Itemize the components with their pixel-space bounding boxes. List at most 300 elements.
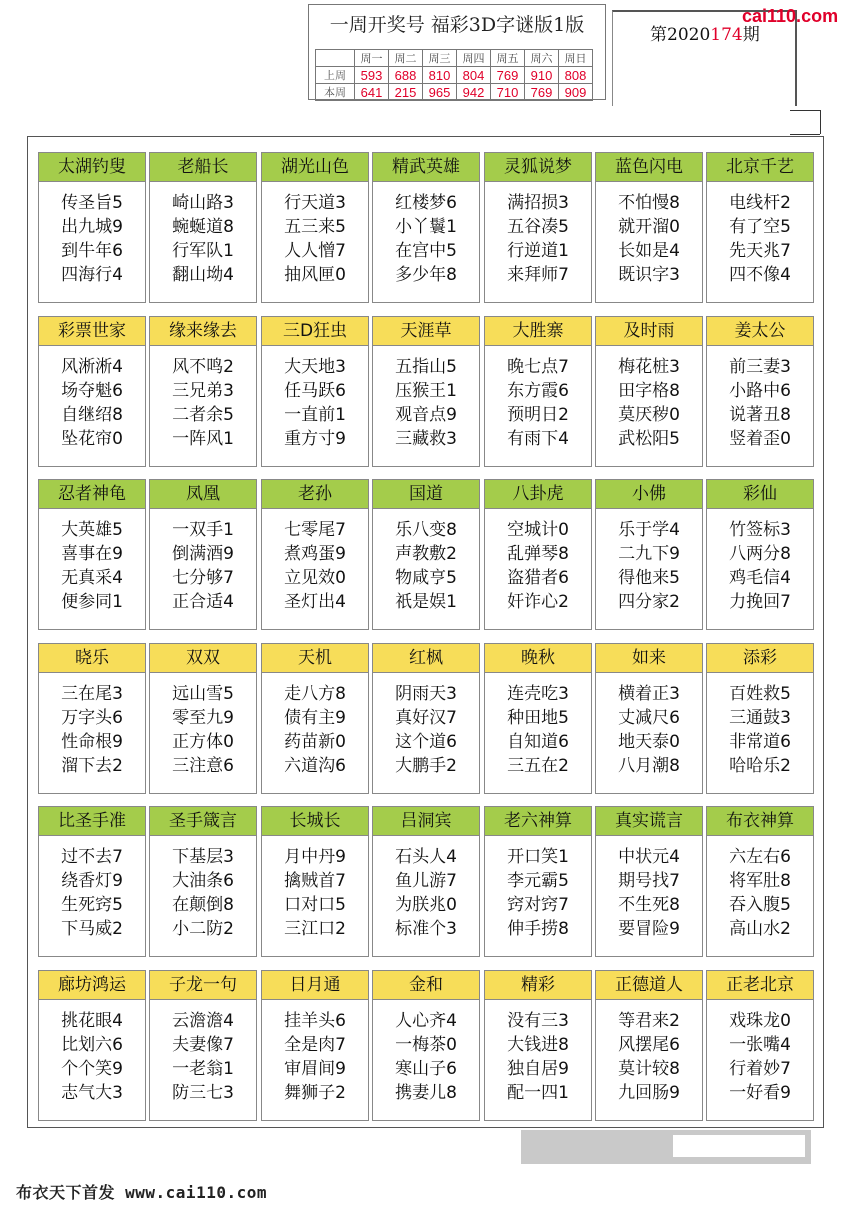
riddle-card (706, 643, 814, 794)
riddle-line: 四海行4 (61, 265, 123, 285)
riddle-line: 二九下9 (618, 544, 680, 564)
draw-number: 215 (389, 84, 423, 101)
riddle-lines (707, 845, 813, 941)
riddle-line: 乐八变8 (395, 520, 457, 540)
riddle-line: 中状元4 (618, 847, 680, 867)
riddle-line: 五谷凑5 (507, 217, 569, 237)
day-header: 周二 (389, 50, 423, 67)
riddle-line: 戏珠龙0 (729, 1011, 791, 1031)
riddle-line: 一张嘴4 (729, 1035, 791, 1055)
riddle-line: 梅花桩3 (618, 357, 680, 377)
riddle-author: 子龙一句 (150, 971, 256, 1000)
riddle-line: 三江口2 (284, 919, 346, 939)
riddle-author: 八卦虎 (485, 480, 591, 509)
riddle-line: 万字头6 (61, 708, 123, 728)
riddle-line: 没有三3 (507, 1011, 569, 1031)
riddle-card (149, 970, 257, 1121)
riddle-line: 莫厌秽0 (618, 405, 680, 425)
riddle-line: 既识字3 (618, 265, 680, 285)
day-header: 周五 (491, 50, 525, 67)
riddle-line: 为朕兆0 (395, 895, 457, 915)
riddle-line: 重方寸9 (284, 429, 346, 449)
riddle-author: 小佛 (596, 480, 702, 509)
riddle-line: 风摆尾6 (618, 1035, 680, 1055)
riddle-line: 东方霞6 (507, 381, 569, 401)
riddle-line: 传圣旨5 (61, 193, 123, 213)
riddle-line: 配一四1 (507, 1083, 569, 1103)
riddle-line: 标准个3 (395, 919, 457, 939)
riddle-line: 来拜师7 (507, 265, 569, 285)
riddle-author: 彩票世家 (39, 317, 145, 346)
riddle-line: 挂羊头6 (284, 1011, 346, 1031)
riddle-line: 红楼梦6 (395, 193, 457, 213)
riddle-line: 性命根9 (61, 732, 123, 752)
riddle-line: 高山水2 (729, 919, 791, 939)
riddle-line: 自继绍8 (61, 405, 123, 425)
riddle-card (706, 479, 814, 630)
riddle-line: 四分家2 (618, 592, 680, 612)
riddle-line: 四不像4 (729, 265, 791, 285)
riddle-line: 声教敷2 (395, 544, 457, 564)
riddle-author: 老六神算 (485, 807, 591, 836)
riddle-line: 小二防2 (172, 919, 234, 939)
riddle-card (38, 479, 146, 630)
draw-number: 965 (423, 84, 457, 101)
riddle-line: 审眉间9 (284, 1059, 346, 1079)
footer-text: 布衣天下首发 www.cai110.com (16, 1183, 267, 1202)
riddle-line: 八两分8 (729, 544, 791, 564)
riddle-card (595, 643, 703, 794)
draw-number: 593 (355, 67, 389, 84)
riddle-card (38, 970, 146, 1121)
draw-number: 808 (559, 67, 593, 84)
riddle-lines (262, 682, 368, 778)
day-header: 周四 (457, 50, 491, 67)
riddle-line: 石头人4 (395, 847, 457, 867)
riddle-line: 将军肚8 (729, 871, 791, 891)
riddle-line: 武松阳5 (618, 429, 680, 449)
riddle-line: 人人憎7 (284, 241, 346, 261)
riddle-line: 个个笑9 (61, 1059, 123, 1079)
riddle-card (595, 479, 703, 630)
riddle-line: 下马威2 (61, 919, 123, 939)
riddle-line: 全是肉7 (284, 1035, 346, 1055)
riddle-line: 零至九9 (172, 708, 234, 728)
riddle-card (372, 479, 480, 630)
riddle-lines (39, 1009, 145, 1105)
divider (820, 110, 821, 134)
riddle-line: 物咸亨5 (395, 568, 457, 588)
riddle-line: 夫妻像7 (172, 1035, 234, 1055)
riddle-author: 精武英雄 (373, 153, 479, 182)
riddle-lines (373, 191, 479, 287)
riddle-line: 竖着歪0 (729, 429, 791, 449)
riddle-lines (150, 355, 256, 451)
riddle-line: 七零尾7 (284, 520, 346, 540)
riddle-line: 八月潮8 (618, 756, 680, 776)
riddle-line: 多少年8 (395, 265, 457, 285)
riddle-lines (39, 191, 145, 287)
riddle-line: 连壳吃3 (507, 684, 569, 704)
weekly-draw-table (315, 49, 593, 101)
riddle-line: 五三来5 (284, 217, 346, 237)
riddle-line: 三五在2 (507, 756, 569, 776)
riddle-lines (373, 682, 479, 778)
riddle-line: 开口笑1 (507, 847, 569, 867)
riddle-line: 六道沟6 (284, 756, 346, 776)
divider (790, 110, 820, 111)
riddle-lines (485, 1009, 591, 1105)
riddle-lines (373, 518, 479, 614)
riddle-line: 乱弹琴8 (507, 544, 569, 564)
riddle-lines (39, 355, 145, 451)
riddle-line: 出九城9 (61, 217, 123, 237)
riddle-line: 舞狮子2 (284, 1083, 346, 1103)
riddle-card (372, 643, 480, 794)
riddle-line: 抽风匣0 (284, 265, 346, 285)
riddle-line: 下基层3 (172, 847, 234, 867)
riddle-card (38, 643, 146, 794)
riddle-line: 大油条6 (172, 871, 234, 891)
riddle-line: 行着妙7 (729, 1059, 791, 1079)
riddle-lines (39, 845, 145, 941)
riddle-card (149, 806, 257, 957)
riddle-line: 就开溜0 (618, 217, 680, 237)
riddle-line: 绕香灯9 (61, 871, 123, 891)
riddle-line: 喜事在9 (61, 544, 123, 564)
riddle-line: 过不去7 (61, 847, 123, 867)
riddle-line: 有了空5 (729, 217, 791, 237)
riddle-line: 九回肠9 (618, 1083, 680, 1103)
riddle-lines (485, 191, 591, 287)
riddle-line: 伸手捞8 (507, 919, 569, 939)
riddle-line: 窍对窍7 (507, 895, 569, 915)
riddle-lines (373, 355, 479, 451)
riddle-line: 得他来5 (618, 568, 680, 588)
riddle-author: 天涯草 (373, 317, 479, 346)
riddle-author: 彩仙 (707, 480, 813, 509)
riddle-line: 真好汉7 (395, 708, 457, 728)
footer-bar-inset (673, 1135, 805, 1157)
this-week-row (316, 84, 593, 101)
issue-number: 第2020174期 (650, 25, 760, 45)
riddle-line: 观音点9 (395, 405, 457, 425)
riddle-card (484, 479, 592, 630)
riddle-line: 口对口5 (284, 895, 346, 915)
riddle-card (38, 316, 146, 467)
riddle-author: 添彩 (707, 644, 813, 673)
riddle-line: 丈减尺6 (618, 708, 680, 728)
riddle-line: 六左右6 (729, 847, 791, 867)
riddle-author: 吕洞宾 (373, 807, 479, 836)
riddle-lines (707, 518, 813, 614)
riddle-lines (262, 1009, 368, 1105)
riddle-author: 老孙 (262, 480, 368, 509)
riddle-card (595, 806, 703, 957)
riddle-line: 满招损3 (507, 193, 569, 213)
riddle-card (261, 806, 369, 957)
riddle-card (372, 970, 480, 1121)
riddle-author: 真实谎言 (596, 807, 702, 836)
riddle-line: 大钱进8 (507, 1035, 569, 1055)
day-header: 周六 (525, 50, 559, 67)
riddle-line: 哈哈乐2 (729, 756, 791, 776)
riddle-line: 倒满酒9 (172, 544, 234, 564)
riddle-author: 长城长 (262, 807, 368, 836)
riddle-line: 防三七3 (172, 1083, 234, 1103)
riddle-line: 力挽回7 (729, 592, 791, 612)
riddle-card (484, 152, 592, 303)
last-week-row (316, 67, 593, 84)
riddle-lines (596, 518, 702, 614)
riddle-line: 祇是娱1 (395, 592, 457, 612)
riddle-line: 大鹏手2 (395, 756, 457, 776)
riddle-line: 债有主9 (284, 708, 346, 728)
riddle-line: 种田地5 (507, 708, 569, 728)
divider (790, 134, 820, 135)
riddle-author: 姜太公 (707, 317, 813, 346)
riddle-line: 三通鼓3 (729, 708, 791, 728)
riddle-author: 正德道人 (596, 971, 702, 1000)
riddle-lines (707, 1009, 813, 1105)
riddle-author: 金和 (373, 971, 479, 1000)
riddle-card (261, 316, 369, 467)
weekly-draw-title: 一周开奖号 福彩3D字谜版1版 (329, 14, 585, 36)
riddle-grid (27, 136, 824, 1128)
riddle-card (38, 152, 146, 303)
riddle-lines (150, 845, 256, 941)
riddle-lines (596, 191, 702, 287)
riddle-line: 人心齐4 (395, 1011, 457, 1031)
riddle-author: 日月通 (262, 971, 368, 1000)
riddle-card (372, 316, 480, 467)
riddle-line: 要冒险9 (618, 919, 680, 939)
riddle-line: 不生死8 (618, 895, 680, 915)
riddle-lines (262, 191, 368, 287)
riddle-lines (150, 1009, 256, 1105)
riddle-author: 三D狂虫 (262, 317, 368, 346)
riddle-line: 生死窍5 (61, 895, 123, 915)
riddle-card (149, 152, 257, 303)
riddle-lines (707, 682, 813, 778)
riddle-author: 红枫 (373, 644, 479, 673)
draw-number: 769 (491, 67, 525, 84)
riddle-card (706, 806, 814, 957)
riddle-lines (150, 191, 256, 287)
day-header: 周三 (423, 50, 457, 67)
riddle-line: 鸡毛信4 (729, 568, 791, 588)
riddle-line: 行天道3 (284, 193, 346, 213)
riddle-line: 药苗新0 (284, 732, 346, 752)
riddle-card (706, 316, 814, 467)
riddle-line: 非常道6 (729, 732, 791, 752)
riddle-line: 翻山坳4 (172, 265, 234, 285)
riddle-card (706, 970, 814, 1121)
riddle-card (261, 479, 369, 630)
riddle-line: 擒贼首7 (284, 871, 346, 891)
riddle-line: 三藏救3 (395, 429, 457, 449)
riddle-line: 一直前1 (284, 405, 346, 425)
riddle-card (261, 970, 369, 1121)
riddle-lines (262, 845, 368, 941)
draw-number: 710 (491, 84, 525, 101)
riddle-line: 大天地3 (284, 357, 346, 377)
riddle-line: 空城计0 (507, 520, 569, 540)
row-label: 上周 (316, 67, 355, 84)
riddle-lines (150, 682, 256, 778)
riddle-lines (373, 1009, 479, 1105)
riddle-line: 长如是4 (618, 241, 680, 261)
riddle-line: 奸诈心2 (507, 592, 569, 612)
riddle-lines (262, 518, 368, 614)
riddle-card (372, 806, 480, 957)
draw-number: 910 (525, 67, 559, 84)
site-watermark: cai110.com (742, 6, 839, 26)
riddle-author: 蓝色闪电 (596, 153, 702, 182)
riddle-card (38, 806, 146, 957)
riddle-lines (596, 682, 702, 778)
riddle-line: 三注意6 (172, 756, 234, 776)
riddle-line: 莫计较8 (618, 1059, 680, 1079)
riddle-author: 晚秋 (485, 644, 591, 673)
riddle-line: 期号找7 (618, 871, 680, 891)
riddle-lines (150, 518, 256, 614)
riddle-line: 远山雪5 (172, 684, 234, 704)
riddle-line: 走八方8 (284, 684, 346, 704)
riddle-line: 地天泰0 (618, 732, 680, 752)
riddle-card (484, 643, 592, 794)
riddle-author: 双双 (150, 644, 256, 673)
riddle-author: 北京千艺 (707, 153, 813, 182)
riddle-line: 比划六6 (61, 1035, 123, 1055)
riddle-lines (707, 191, 813, 287)
riddle-line: 五指山5 (395, 357, 457, 377)
riddle-line: 溜下去2 (61, 756, 123, 776)
riddle-card (261, 643, 369, 794)
riddle-line: 立见效0 (284, 568, 346, 588)
riddle-line: 二者余5 (172, 405, 234, 425)
riddle-line: 李元霸5 (507, 871, 569, 891)
riddle-lines (596, 355, 702, 451)
riddle-card (149, 479, 257, 630)
riddle-line: 一好看9 (729, 1083, 791, 1103)
riddle-line: 寒山子6 (395, 1059, 457, 1079)
riddle-author: 老船长 (150, 153, 256, 182)
riddle-line: 晚七点7 (507, 357, 569, 377)
riddle-lines (485, 682, 591, 778)
riddle-card (149, 643, 257, 794)
riddle-line: 一双手1 (172, 520, 234, 540)
riddle-author: 灵狐说梦 (485, 153, 591, 182)
riddle-author: 如来 (596, 644, 702, 673)
riddle-lines (485, 355, 591, 451)
riddle-author: 廊坊鸿运 (39, 971, 145, 1000)
riddle-card (484, 806, 592, 957)
draw-number: 810 (423, 67, 457, 84)
draw-number: 688 (389, 67, 423, 84)
riddle-line: 盗猎者6 (507, 568, 569, 588)
riddle-line: 任马跃6 (284, 381, 346, 401)
riddle-line: 说著丑8 (729, 405, 791, 425)
riddle-lines (485, 845, 591, 941)
riddle-line: 乐于学4 (618, 520, 680, 540)
riddle-line: 大英雄5 (61, 520, 123, 540)
riddle-author: 圣手箴言 (150, 807, 256, 836)
riddle-line: 坠花帘0 (61, 429, 123, 449)
riddle-line: 风不鸣2 (172, 357, 234, 377)
riddle-lines (39, 518, 145, 614)
riddle-line: 这个道6 (395, 732, 457, 752)
riddle-line: 携妻儿8 (395, 1083, 457, 1103)
riddle-line: 电线杆2 (729, 193, 791, 213)
riddle-line: 一梅茶0 (395, 1035, 457, 1055)
riddle-card (595, 970, 703, 1121)
riddle-line: 场夺魁6 (61, 381, 123, 401)
riddle-line: 云澹澹4 (172, 1011, 234, 1031)
riddle-line: 先天兆7 (729, 241, 791, 261)
riddle-line: 三在尾3 (61, 684, 123, 704)
riddle-line: 到牛年6 (61, 241, 123, 261)
riddle-author: 凤凰 (150, 480, 256, 509)
riddle-line: 横着正3 (618, 684, 680, 704)
riddle-lines (39, 682, 145, 778)
riddle-lines (596, 845, 702, 941)
riddle-line: 三兄弟3 (172, 381, 234, 401)
riddle-line: 崎山路3 (172, 193, 234, 213)
riddle-line: 百姓救5 (729, 684, 791, 704)
riddle-line: 等君来2 (618, 1011, 680, 1031)
riddle-author: 天机 (262, 644, 368, 673)
day-header: 周一 (355, 50, 389, 67)
day-header: 周日 (559, 50, 593, 67)
riddle-line: 压猴王1 (395, 381, 457, 401)
riddle-author: 太湖钓叟 (39, 153, 145, 182)
riddle-line: 风淅淅4 (61, 357, 123, 377)
riddle-card (706, 152, 814, 303)
riddle-line: 一阵风1 (172, 429, 234, 449)
riddle-line: 正合适4 (172, 592, 234, 612)
riddle-line: 小丫鬟1 (395, 217, 457, 237)
riddle-line: 七分够7 (172, 568, 234, 588)
riddle-line: 便参同1 (61, 592, 123, 612)
riddle-line: 独自居9 (507, 1059, 569, 1079)
riddle-author: 湖光山色 (262, 153, 368, 182)
riddle-card (595, 152, 703, 303)
riddle-author: 比圣手准 (39, 807, 145, 836)
riddle-author: 缘来缘去 (150, 317, 256, 346)
riddle-line: 圣灯出4 (284, 592, 346, 612)
riddle-line: 阴雨天3 (395, 684, 457, 704)
riddle-author: 晓乐 (39, 644, 145, 673)
riddle-line: 无真采4 (61, 568, 123, 588)
riddle-line: 行军队1 (172, 241, 234, 261)
riddle-line: 蜿蜒道8 (172, 217, 234, 237)
riddle-line: 吞入腹5 (729, 895, 791, 915)
riddle-lines (485, 518, 591, 614)
draw-number: 641 (355, 84, 389, 101)
draw-number: 909 (559, 84, 593, 101)
riddle-lines (707, 355, 813, 451)
riddle-line: 志气大3 (61, 1083, 123, 1103)
draw-number: 804 (457, 67, 491, 84)
draw-number: 769 (525, 84, 559, 101)
riddle-line: 正方体0 (172, 732, 234, 752)
riddle-line: 不怕慢8 (618, 193, 680, 213)
weekly-draw-panel (308, 4, 606, 100)
riddle-line: 小路中6 (729, 381, 791, 401)
riddle-author: 精彩 (485, 971, 591, 1000)
riddle-line: 一老翁1 (172, 1059, 234, 1079)
